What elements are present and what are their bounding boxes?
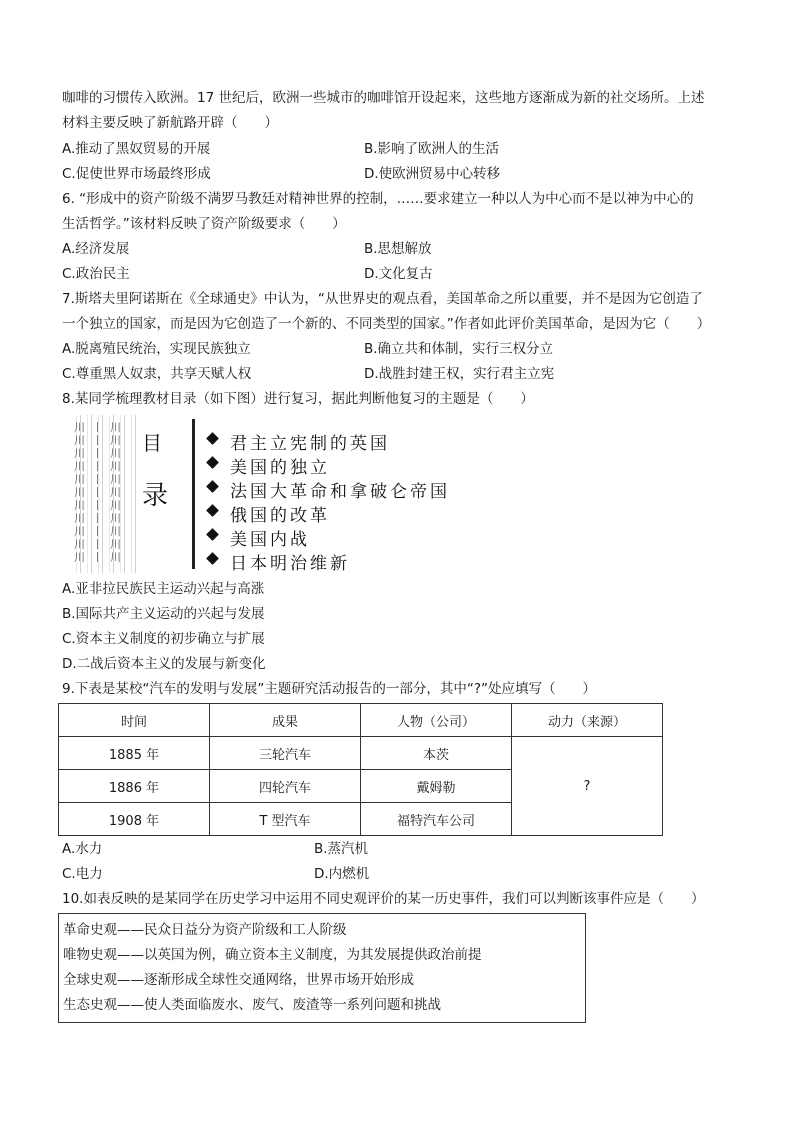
q7-option-c: C.尊重黑人奴隶，共享天赋人权 [62,366,252,382]
catalog-item: 美国内战 [230,525,310,550]
q8-option-c: C.资本主义制度的初步确立与扩展 [62,631,265,647]
table-cell: 四轮汽车 [210,770,361,803]
table-cell: 戴姆勒 [361,770,512,803]
catalog-image [70,415,540,573]
q6-stem-line2: 生活哲学。”该材料反映了资产阶级要求（ ） [62,216,346,232]
q7-option-a: A.脱离殖民统治，实现民族独立 [62,341,251,357]
diamond-bullet-icon [206,456,219,469]
q7-stem-line1: 7.斯塔夫里阿诺斯在《全球通史》中认为，“从世界史的观点看，美国革命之所以重要，并不是因为它创造了 [62,291,703,307]
catalog-title-top: 目 [142,431,162,455]
q9-option-c: C.电力 [62,866,103,882]
diamond-bullet-icon [206,552,219,565]
table-cell: 1885 年 [59,737,210,770]
view-line: 革命史观——民众日益分为资产阶级和工人阶级 [63,922,347,938]
q6-stem-line1: 6. “形成中的资产阶级不满罗马教廷对精神世界的控制，……要求建立一种以人为中心而不是以神为中心的 [62,191,694,207]
table-header-cell: 动力（来源） [512,704,663,737]
table-header-row [59,704,663,737]
q9-stem-line1: 9.下表是某校“汽车的发明与发展”主题研究活动报告的一部分，其中“?”处应填写（ ） [62,681,597,697]
q8-option-d: D.二战后资本主义的发展与新变化 [62,656,266,672]
view-line: 生态史观——使人类面临废水、废气、废渣等一系列问题和挑战 [63,997,441,1013]
q10-stem-line1: 10.如表反映的是某同学在历史学习中运用不同史观评价的某一历史事件，我们可以判断该事件应是（ ） [62,891,705,907]
q6-option-b: B.思想解放 [364,241,432,257]
diamond-bullet-icon [206,432,219,445]
catalog-decorative-border: 川川川川川川川川川川川 丨丨丨丨丨丨丨丨丨丨丨 川川川川川川川川川川川 [70,415,138,573]
table-header-cell: 时间 [59,704,210,737]
q5-option-d: D.使欧洲贸易中心转移 [364,166,501,182]
q9-option-d: D.内燃机 [314,866,370,882]
catalog-item: 俄国的改革 [230,501,330,526]
diamond-bullet-icon [206,504,219,517]
table-header-cell: 成果 [210,704,361,737]
diamond-bullet-icon [206,480,219,493]
car-invention-table [58,703,663,836]
view-line: 唯物史观——以英国为例，确立资本主义制度，为其发展提供政治前提 [63,947,482,963]
q6-option-a: A.经济发展 [62,241,130,257]
catalog-title-bottom: 录 [142,481,169,511]
table-cell: 1886 年 [59,770,210,803]
q7-option-b: B.确立共和体制，实行三权分立 [364,341,554,357]
catalog-item: 日本明治维新 [230,549,350,574]
table-cell: 三轮汽车 [210,737,361,770]
q8-option-b: B.国际共产主义运动的兴起与发展 [62,606,265,622]
q9-option-b: B.蒸汽机 [314,841,369,857]
q5-option-b: B.影响了欧洲人的生活 [364,141,500,157]
table-cell: 福特汽车公司 [361,803,512,836]
historical-views-box [58,913,586,1023]
catalog-item: 美国的独立 [230,453,330,478]
q5-stem-line2: 材料主要反映了新航路开辟（ ） [62,115,278,131]
q8-option-a: A.亚非拉民族民主运动兴起与高涨 [62,581,265,597]
q9-option-a: A.水力 [62,841,103,857]
view-line: 全球史观——逐渐形成全球性交通网络，世界市场开始形成 [63,972,414,988]
diamond-bullet-icon [206,528,219,541]
q5-stem-line1: 咖啡的习惯传入欧洲。17 世纪后，欧洲一些城市的咖啡馆开设起来，这些地方逐渐成为新的社交场所。上述 [62,90,705,106]
table-header-cell: 人物（公司） [361,704,512,737]
q7-stem-line2: 一个独立的国家，而是因为它创造了一个新的、不同类型的国家。”作者如此评价美国革命，是因为它（ ） [62,316,711,332]
q8-stem-line1: 8.某同学梳理教材目录（如下图）进行复习，据此判断他复习的主题是（ ） [62,391,534,407]
q5-option-a: A.推动了黑奴贸易的开展 [62,141,211,157]
q5-option-c: C.促使世界市场最终形成 [62,166,211,182]
q7-option-d: D.战胜封建王权，实行君主立宪 [364,366,555,382]
table-row [59,737,663,770]
table-cell: 1908 年 [59,803,210,836]
table-cell: T 型汽车 [210,803,361,836]
q6-option-c: C.政治民主 [62,266,130,282]
catalog-divider [192,419,195,569]
table-cell: 本茨 [361,737,512,770]
table-merged-cell: ? [512,737,663,836]
catalog-item: 君主立宪制的英国 [230,429,390,454]
catalog-item: 法国大革命和拿破仑帝国 [230,477,450,502]
q6-option-d: D.文化复古 [364,266,433,282]
